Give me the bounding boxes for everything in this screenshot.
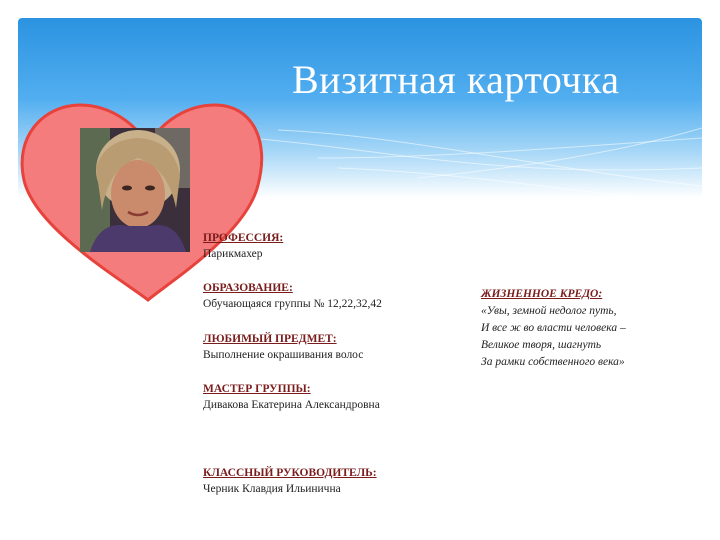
portrait-photo xyxy=(80,128,190,252)
motto-line: Великое творя, шагнуть xyxy=(481,339,602,351)
curator-value: Черник Клавдия Ильинична xyxy=(203,483,341,495)
motto-line: И все ж во власти человека – xyxy=(481,322,626,334)
subject-value: Выполнение окрашивания волос xyxy=(203,349,364,361)
education-block xyxy=(203,280,382,312)
education-value: Обучающаяся группы № 12,22,32,42 xyxy=(203,298,382,310)
profession-block xyxy=(203,230,283,262)
master-value: Дивакова Екатерина Александровна xyxy=(203,399,380,411)
motto-block xyxy=(481,286,626,371)
subject-block xyxy=(203,331,363,363)
education-label: ОБРАЗОВАНИЕ: xyxy=(203,282,293,294)
master-label: МАСТЕР ГРУППЫ: xyxy=(203,383,311,395)
curator-block xyxy=(203,465,377,497)
master-block xyxy=(203,381,380,413)
subject-label: ЛЮБИМЫЙ ПРЕДМЕТ: xyxy=(203,333,337,345)
curator-label: КЛАССНЫЙ РУКОВОДИТЕЛЬ: xyxy=(203,467,377,479)
profession-value: Парикмахер xyxy=(203,248,263,260)
page-title: Визитная карточка xyxy=(292,57,620,102)
profession-label: ПРОФЕССИЯ: xyxy=(203,232,284,244)
motto-line: «Увы, земной недолог путь, xyxy=(481,305,617,317)
motto-label: ЖИЗНЕННОЕ КРЕДО: xyxy=(481,288,603,300)
motto-line: За рамки собственного века» xyxy=(481,356,625,368)
